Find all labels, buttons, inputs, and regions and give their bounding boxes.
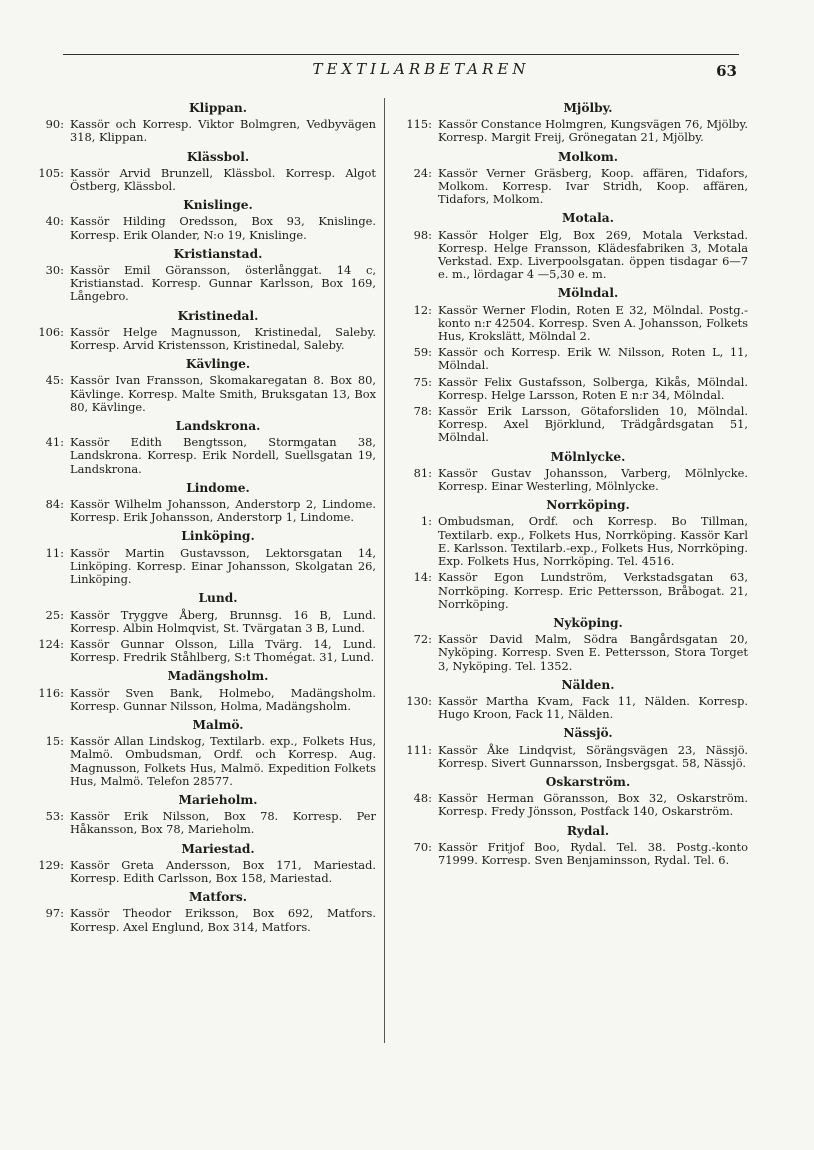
column-divider — [384, 98, 385, 1043]
directory-entry — [24, 374, 376, 414]
entry-text: Kassör Herman Göransson, Box 32, Oskarström. Korresp. Fredy Jönsson, Postfack 140, Oskarström. — [438, 791, 748, 819]
section-heading: Rydal. — [566, 823, 610, 838]
section-heading: Kristianstad. — [173, 246, 263, 261]
section-heading: Madängsholm. — [167, 669, 269, 684]
entry-text: Kassör Tryggve Åberg, Brunnsg. 16 B, Lund. Korresp. Albin Holmqvist, St. Tvärgatan 3 B, Lund. — [70, 607, 376, 635]
section-heading: Knislinge. — [183, 198, 253, 213]
directory-entry — [392, 744, 748, 770]
branch-number: 30: — [45, 263, 64, 278]
directory-entry — [24, 810, 376, 836]
directory-entry — [24, 215, 376, 241]
branch-number: 24: — [413, 165, 432, 180]
branch-number: 129: — [38, 857, 64, 872]
entry-text: Kassör Wilhelm Johansson, Anderstorp 2, Lindome. Korresp. Erik Johansson, Anderstorp 1, Lindome. — [70, 497, 376, 525]
branch-number: 97: — [45, 906, 64, 921]
branch-number: 70: — [413, 839, 432, 854]
directory-entry — [24, 907, 376, 933]
entry-text: Kassör Erik Larsson, Götaforsliden 10, Mölndal. Korresp. Axel Björklund, Trädgårdsgatan 51, Mölndal. — [438, 404, 748, 445]
page-header — [63, 54, 739, 81]
directory-entry — [392, 167, 748, 207]
branch-number: 53: — [45, 809, 64, 824]
directory-entry — [24, 687, 376, 713]
branch-number: 59: — [413, 345, 432, 360]
branch-number: 116: — [38, 685, 64, 700]
branch-number: 25: — [45, 607, 64, 622]
branch-number: 15: — [45, 734, 64, 749]
directory-entry — [24, 118, 376, 144]
branch-number: 98: — [413, 227, 432, 242]
entry-text: Kassör Emil Göransson, österlånggat. 14 c, Kristianstad. Korresp. Gunnar Karlsson, Box 169, Långebro. — [70, 263, 376, 304]
branch-number: 41: — [45, 435, 64, 450]
entry-text: Kassör Arvid Brunzell, Klässbol. Korresp. Algot Östberg, Klässbol. — [70, 165, 376, 194]
entry-text: Kassör Allan Lindskog, Textilarb. exp., Folkets Hus, Malmö. Ombudsman, Ordf. och Korresp. Aug. Magnusson, Folkets Hus, Malmö. Expedition Folkets Hus, Malmö. Telefon 28577. — [70, 734, 376, 788]
entry-text: Kassör Felix Gustafsson, Solberga, Kikås, Mölndal. Korresp. Helge Larsson, Roten E n:r 34, Mölndal. — [438, 374, 748, 402]
section-heading: Nälden. — [561, 677, 615, 692]
directory-entry — [24, 167, 376, 193]
branch-number: 75: — [413, 374, 432, 389]
directory-entry — [24, 859, 376, 885]
entry-text: Kassör Ivan Fransson, Skomakaregatan 8. Box 80, Kävlinge. Korresp. Malte Smith, Bruksgatan 13, Box 80, Kävlinge. — [70, 373, 376, 414]
section-heading: Mölndal. — [557, 286, 619, 301]
page-number: 63 — [716, 62, 737, 80]
directory-entry — [392, 571, 748, 611]
branch-number: 14: — [413, 570, 432, 585]
branch-number: 81: — [413, 465, 432, 480]
branch-number: 78: — [413, 404, 432, 419]
entry-text: Kassör Egon Lundström, Verkstadsgatan 63, Norrköping. Korresp. Eric Pettersson, Bråbogat. 21, Norrköping. — [438, 570, 748, 611]
directory-entry — [24, 326, 376, 352]
entry-text: Kassör Constance Holmgren, Kungsvägen 76, Mjölby. Korresp. Margit Freij, Grönegatan 21, Mjölby. — [438, 117, 748, 145]
section-heading: Landskrona. — [175, 419, 261, 434]
branch-number: 84: — [45, 497, 64, 512]
section-heading: Oskarström. — [545, 774, 631, 789]
section-heading: Kävlinge. — [185, 357, 251, 372]
branch-number: 72: — [413, 632, 432, 647]
entry-text: Kassör Gunnar Olsson, Lilla Tvärg. 14, Lund. Korresp. Fredrik Ståhlberg, S:t Thomégat. 31, Lund. — [70, 636, 376, 665]
directory-entry — [392, 405, 748, 445]
section-heading: Marieholm. — [178, 792, 258, 807]
directory-entry — [24, 436, 376, 476]
branch-number: 124: — [38, 636, 64, 651]
section-heading: Linköping. — [181, 529, 255, 544]
entry-text: Kassör Hilding Oredsson, Box 93, Knislinge. Korresp. Erik Olander, N:o 19, Knislinge. — [70, 214, 376, 242]
section-heading: Mariestad. — [181, 841, 255, 856]
directory-entry — [392, 304, 748, 344]
branch-number: 40: — [45, 214, 64, 229]
branch-number: 115: — [406, 117, 432, 132]
section-heading: Mölnlycke. — [550, 449, 626, 464]
directory-entry — [392, 229, 748, 282]
section-heading: Norrköping. — [546, 498, 630, 513]
entry-text: Kassör David Malm, Södra Bangårdsgatan 20, Nyköping. Korresp. Sven E. Pettersson, Stora Torget 3, Nyköping. Tel. 1352. — [438, 632, 748, 673]
branch-number: 48: — [413, 791, 432, 806]
branch-number: 1: — [420, 514, 432, 529]
branch-number: 90: — [45, 117, 64, 132]
entry-text: Kassör Holger Elg, Box 269, Motala Verkstad. Korresp. Helge Fransson, Klädesfabriken 3, Motala Verkstad. Exp. Liverpoolsgatan. öppen tisdagar 6—7 e. m., lördagar 4 —5,30 e. m. — [438, 227, 748, 282]
left-column — [24, 96, 376, 937]
branch-number: 12: — [413, 302, 432, 317]
branch-number: 105: — [38, 165, 64, 180]
entry-text: Kassör Erik Nilsson, Box 78. Korresp. Per Håkansson, Box 78, Marieholm. — [70, 809, 376, 837]
branch-number: 130: — [406, 693, 432, 708]
directory-entry — [24, 609, 376, 635]
section-heading: Kristinedal. — [177, 308, 259, 323]
directory-entry — [392, 467, 748, 493]
branch-number: 11: — [45, 545, 64, 560]
directory-entry — [392, 515, 748, 568]
entry-text: Kassör Åke Lindqvist, Sörängsvägen 23, Nässjö. Korresp. Sivert Gunnarsson, Insbergsgat. 58, Nässjö. — [438, 742, 748, 770]
directory-entry — [24, 735, 376, 788]
directory-entry — [392, 695, 748, 721]
directory-entry — [24, 264, 376, 304]
branch-number: 45: — [45, 373, 64, 388]
right-column — [392, 96, 748, 870]
entry-text: Kassör Sven Bank, Holmebo, Madängsholm. Korresp. Gunnar Nilsson, Holma, Madängsholm. — [70, 685, 376, 713]
section-heading: Nässjö. — [563, 726, 613, 741]
directory-entry — [24, 547, 376, 587]
entry-text: Kassör Martin Gustavsson, Lektorsgatan 14, Linköping. Korresp. Einar Johansson, Skolgatan 26, Linköping. — [70, 545, 376, 587]
section-heading: Molkom. — [558, 149, 618, 164]
branch-number: 106: — [38, 324, 64, 339]
entry-text: Kassör Werner Flodin, Roten E 32, Mölndal. Postg.-konto n:r 42504. Korresp. Sven A. Johansson, Folkets Hus, Krokslätt, Mölndal 2. — [438, 302, 748, 344]
branch-number: 111: — [406, 742, 432, 757]
directory-entry — [392, 346, 748, 372]
entry-text: Kassör Theodor Eriksson, Box 692, Matfors. Korresp. Axel Englund, Box 314, Matfors. — [70, 906, 376, 934]
entry-text: Kassör Helge Magnusson, Kristinedal, Saleby. Korresp. Arvid Kristensson, Kristinedal, Saleby. — [70, 324, 376, 353]
entry-text: Kassör Greta Andersson, Box 171, Mariestad. Korresp. Edith Carlsson, Box 158, Mariestad. — [70, 857, 376, 885]
section-heading: Nyköping. — [553, 615, 623, 630]
entry-text: Kassör Gustav Johansson, Varberg, Mölnlycke. Korresp. Einar Westerling, Mölnlycke. — [438, 465, 748, 494]
section-heading: Klippan. — [189, 101, 247, 115]
directory-entry — [392, 792, 748, 818]
section-heading: Matfors. — [189, 890, 247, 905]
entry-text: Kassör Verner Gräsberg, Koop. affären, Tidafors, Molkom. Korresp. Ivar Stridh, Koop. affären, Tidafors, Molkom. — [438, 165, 748, 207]
entry-text: Kassör Martha Kvam, Fack 11, Nälden. Korresp. Hugo Kroon, Fack 11, Nälden. — [438, 693, 748, 722]
directory-entry — [392, 376, 748, 402]
directory-entry — [24, 638, 376, 664]
directory-entry — [392, 633, 748, 673]
directory-entry — [24, 498, 376, 524]
directory-entry — [392, 118, 748, 144]
section-heading: Lund. — [198, 591, 238, 606]
entry-text: Kassör och Korresp. Viktor Bolmgren, Vedbyvägen 318, Klippan. — [70, 117, 376, 145]
section-heading: Mjölby. — [563, 101, 613, 115]
section-heading: Lindome. — [186, 480, 250, 495]
section-heading: Klässbol. — [186, 149, 250, 164]
entry-text: Kassör och Korresp. Erik W. Nilsson, Roten L, 11, Mölndal. — [438, 345, 748, 373]
directory-entry — [392, 841, 748, 867]
entry-text: Ombudsman, Ordf. och Korresp. Bo Tillman, Textilarb. exp., Folkets Hus, Norrköping. Kassör Karl E. Karlsson. Textilarb.-exp., Folkets Hus, Norrköping. Exp. Folkets Hus, Norrköping. Tel. 4516. — [438, 514, 748, 569]
entry-text: Kassör Edith Bengtsson, Stormgatan 38, Landskrona. Korresp. Erik Nordell, Suellsgatan 19, Landskrona. — [70, 435, 376, 476]
publication-title: TEXTILARBETAREN — [312, 60, 530, 78]
section-heading: Motala. — [562, 211, 614, 226]
section-heading: Malmö. — [192, 717, 244, 732]
entry-text: Kassör Fritjof Boo, Rydal. Tel. 38. Postg.-konto 71999. Korresp. Sven Benjaminsson, Rydal. Tel. 6. — [438, 839, 748, 867]
